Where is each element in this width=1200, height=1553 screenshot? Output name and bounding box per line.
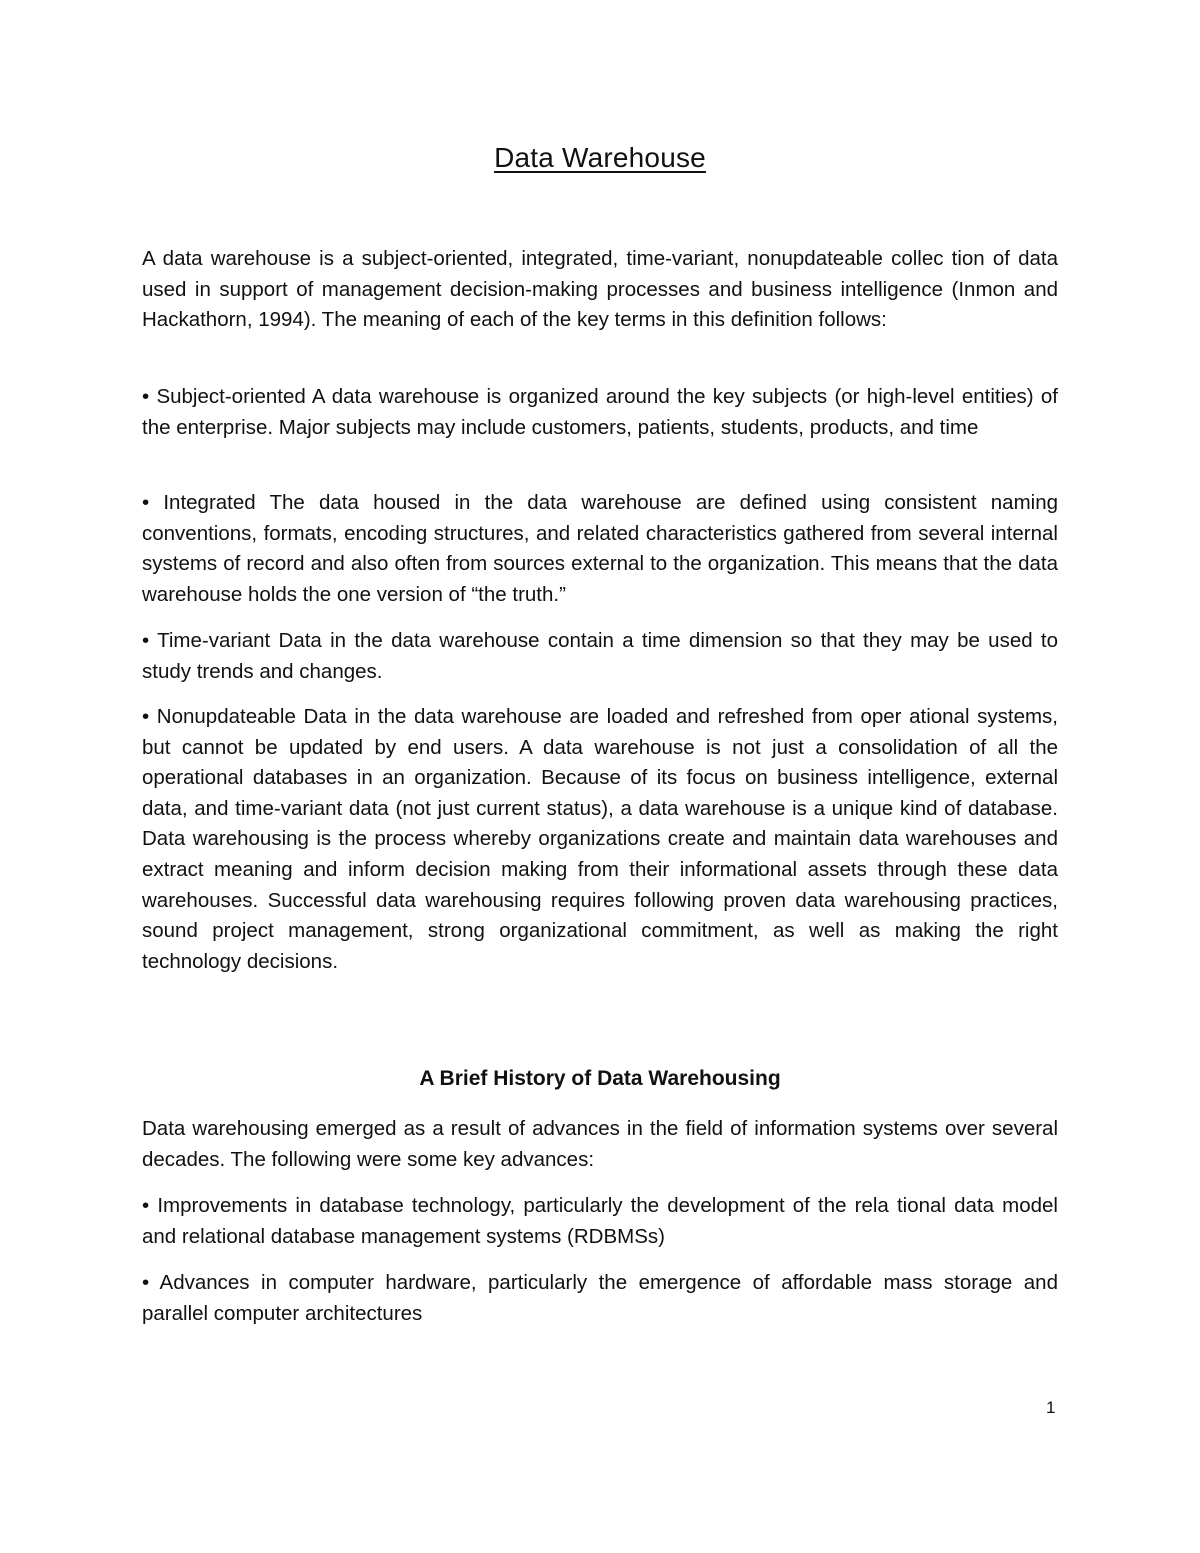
bullet-subject-oriented: • Subject-oriented A data warehouse is organized around the key subjects (or high-level entities) of the enterprise. Major subjects may include customers, patients, students, products, and time [142, 385, 1058, 439]
intro-paragraph: A data warehouse is a subject-oriented, integrated, time-variant, nonupdateable collec tion of data used in support of management decision-making processes and business intelligence (Inmon and Hackathorn, 1994). The meaning of each of the key terms in this definition follows: [142, 247, 1058, 332]
bullet-nonupdateable: • Nonupdateable Data in the data warehouse are loaded and refreshed from oper ational systems, but cannot be updated by end users. A data warehouse is not just a consolidation of all the operational databases in an organization. Because of its focus on business intelligence, external data, and time-variant data (not just current status), a data warehouse is a unique kind of database. Data warehousing is the process whereby organizations create and maintain data warehouses and extract meaning and inform decision making from their informational assets through these data warehouses. Successful data warehousing requires following proven data warehousing practices, sound project management, strong organizational commitment, as well as making the right technology decisions. [142, 705, 1058, 973]
history-bullet-hardware: • Advances in computer hardware, particularly the emergence of affordable mass storage and parallel computer architectures [142, 1271, 1058, 1325]
document-title: Data Warehouse [494, 142, 706, 173]
bullet-time-variant: • Time-variant Data in the data warehouse contain a time dimension so that they may be used to study trends and changes. [142, 629, 1058, 683]
history-intro: Data warehousing emerged as a result of advances in the field of information systems over several decades. The following were some key advances: [142, 1117, 1058, 1171]
page-number: 1 [1046, 1398, 1056, 1417]
bullet-integrated: • Integrated The data housed in the data warehouse are defined using consistent naming conventions, formats, encoding structures, and related characteristics gathered from several internal systems of record and also often from sources external to the organization. This means that the data warehouse holds the one version of “the truth.” [142, 491, 1058, 606]
history-bullet-database: • Improvements in database technology, particularly the development of the rela tional data model and relational database management systems (RDBMSs) [142, 1194, 1058, 1248]
history-heading: A Brief History of Data Warehousing [419, 1067, 781, 1090]
